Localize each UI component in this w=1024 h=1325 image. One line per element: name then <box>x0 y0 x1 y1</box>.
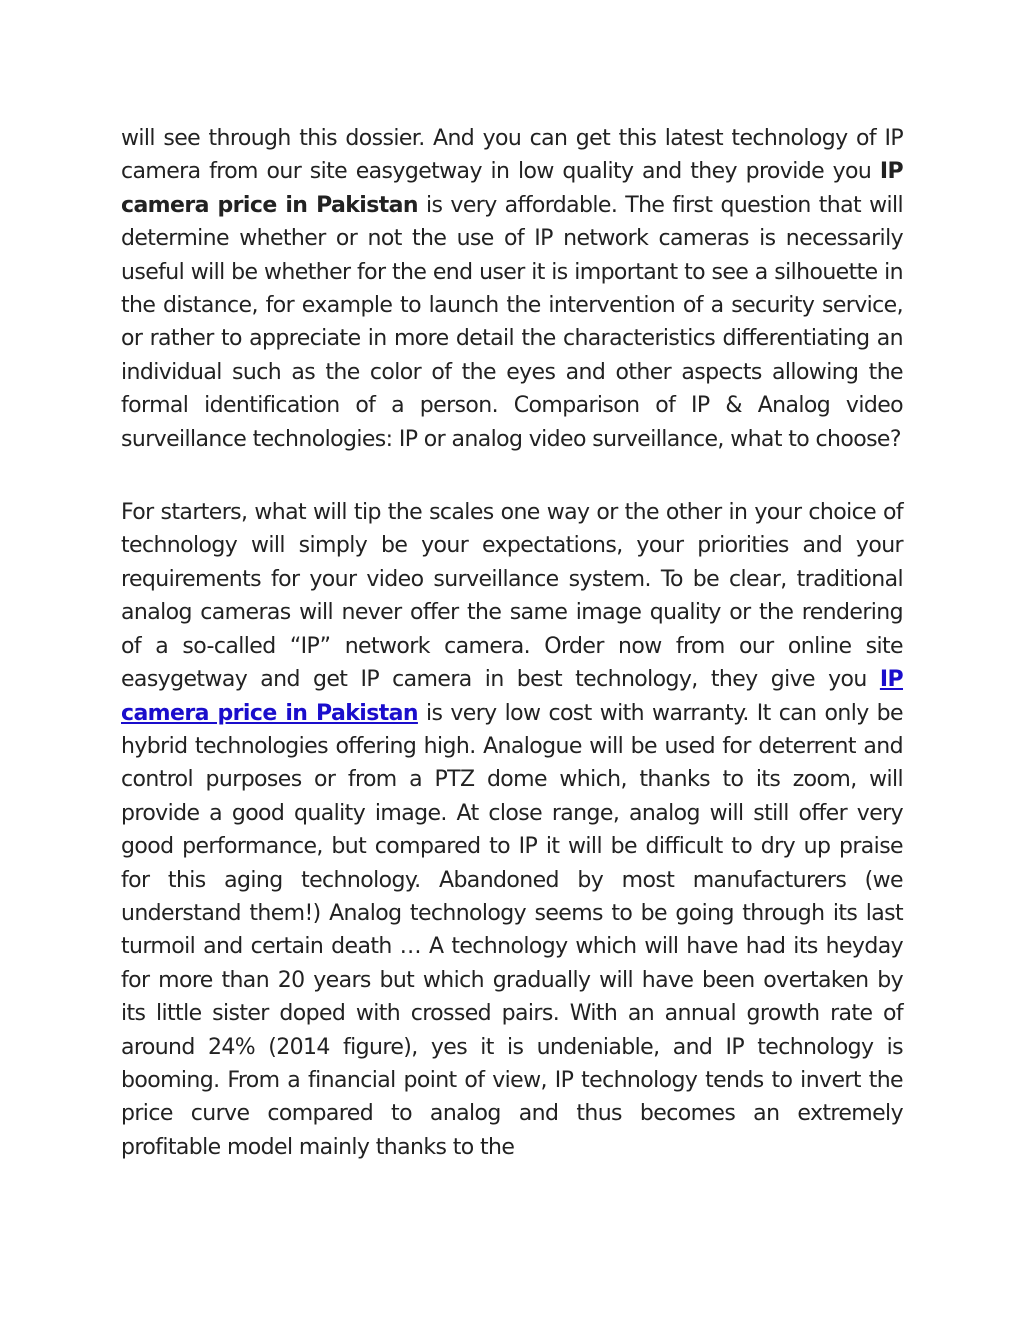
paragraph-ip-vs-analog-intro <box>121 122 903 456</box>
bold-keyword-ip-camera-price: IP camera price in Pakistan <box>121 159 903 218</box>
paragraph-text: is very affordable. The first question that will determine whether or not the use of IP network cameras is necessarily useful will be whether for the end user it is important to see a silhouette in the distance, for example to launch the intervention of a security service, or rather to appreciate in more detail the characteristics differentiating an individual such as the color of the eyes and other aspects allowing the formal identification of a person. Comparison of IP & Analog video surveillance technologies: IP or analog video surveillance, what to choose? <box>121 192 903 452</box>
document-page <box>121 122 903 1164</box>
paragraph-text: is very low cost with warranty. It can only be hybrid technologies offering high. Analogue will be used for deterrent and control purposes or from a PTZ dome which, thanks to its zoom, will provide a good quality image. At close range, analog will still offer very good performance, but compared to IP it will be difficult to dry up praise for this aging technology. Abandoned by most manufacturers (we understand them!) Analog technology seems to be going through its last turmoil and certain death … A technology which will have had its heyday for more than 20 years but which gradually will have been overtaken by its little sister doped with crossed pairs. With an annual growth rate of around 24% (2014 figure), yes it is undeniable, and IP technology is booming. From a financial point of view, IP technology tends to invert the price curve compared to analog and thus becomes an extremely profitable model mainly thanks to the <box>121 700 903 1160</box>
paragraph-text: For starters, what will tip the scales one way or the other in your choice of technology will simply be your expectations, your priorities and your requirements for your video surveillance system. To be clear, traditional analog cameras will never offer the same image quality or the rendering of a so-called “IP” network camera. Order now from our online site easygetway and get IP camera in best technology, they give you <box>121 500 903 693</box>
paragraph-text: will see through this dossier. And you can get this latest technology of IP camera from our site easygetway in low quality and they provide you <box>121 126 903 185</box>
ip-camera-price-link[interactable]: IP camera price in Pakistan <box>121 667 903 726</box>
paragraph-technology-choice <box>121 496 903 1164</box>
